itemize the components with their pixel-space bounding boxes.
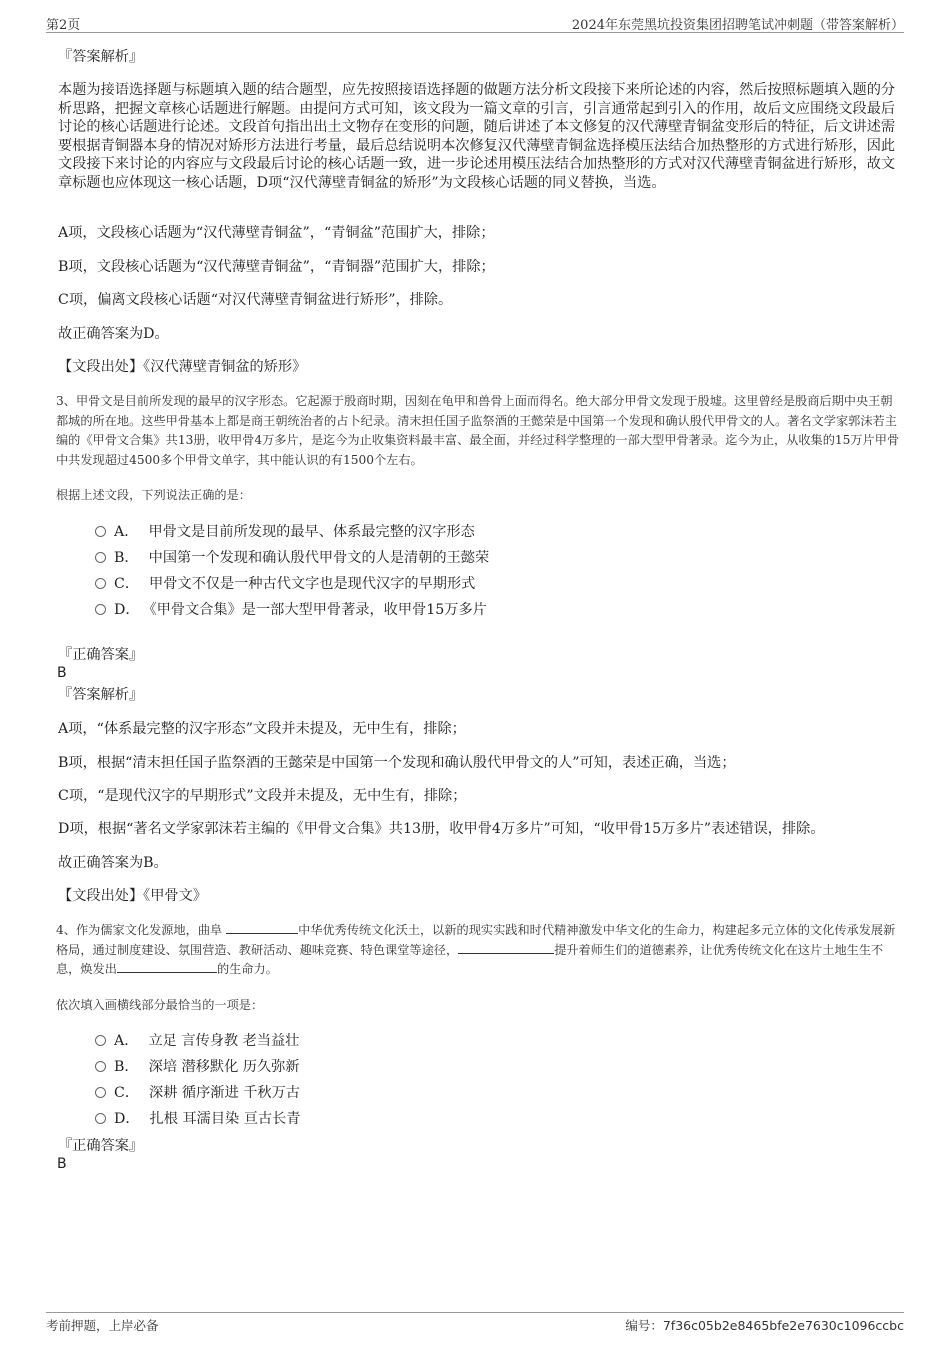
option-letter: A． — [114, 524, 139, 540]
option-text: 扎根 耳濡目染 亘古长青 — [149, 1111, 301, 1127]
q4-answer-label: 『正确答案』 — [58, 1138, 144, 1154]
option-text: 《甲骨文合集》是一部大型甲骨著录，收甲骨15万多片 — [149, 602, 487, 618]
page-footer — [46, 1312, 904, 1334]
q3-analysis-label: 『答案解析』 — [58, 687, 144, 703]
option-text: 深培 潜移默化 历久弥新 — [148, 1059, 300, 1075]
q2-analysis-a: A项，文段核心话题为“汉代薄壁青铜盆”，“青铜盆”范围扩大，排除； — [58, 225, 495, 241]
q4-option-d[interactable] — [95, 1110, 300, 1128]
radio-icon[interactable] — [95, 552, 106, 563]
q3-option-d[interactable] — [95, 601, 487, 619]
q3-option-a[interactable] — [95, 523, 475, 541]
document-code: 编号：7f36c05b2e8465bfe2e7630c1096ccbc — [625, 1318, 904, 1333]
q2-analysis-b: B项，文段核心话题为“汉代薄壁青铜盆”，“青铜器”范围扩大，排除； — [58, 259, 495, 275]
radio-icon[interactable] — [95, 578, 106, 589]
q4-option-b[interactable] — [95, 1058, 300, 1076]
option-letter: B． — [114, 550, 139, 566]
q2-analysis-c: C项，偏离文段核心话题“对汉代薄壁青铜盆进行矫形”，排除。 — [58, 292, 453, 308]
page-number: 第2页 — [46, 18, 81, 33]
q4-answer: B — [57, 1156, 67, 1172]
fill-blank-1 — [226, 921, 298, 934]
q3-analysis-c: C项，“是现代汉字的早期形式”文段并未提及，无中生有，排除； — [58, 788, 467, 804]
q3-analysis-d: D项，根据“著名文学家郭沫若主编的《甲骨文合集》共13册，收甲骨4万多片”可知，“收甲骨15万多片”表述错误，排除。 — [58, 821, 825, 837]
option-text: 中国第一个发现和确认殷代甲骨文的人是清朝的王懿荣 — [148, 550, 490, 566]
option-letter: C． — [114, 1085, 140, 1101]
q3-question: 根据上述文段，下列说法正确的是： — [56, 488, 251, 502]
q3-option-c[interactable] — [95, 575, 475, 593]
radio-icon[interactable] — [95, 1087, 106, 1098]
q3-analysis-a: A项，“体系最完整的汉字形态”文段并未提及，无中生有，排除； — [58, 721, 466, 737]
option-letter: D． — [114, 1111, 140, 1127]
q3-source: 【文段出处】《甲骨文》 — [58, 888, 207, 904]
page-header — [46, 12, 904, 33]
q3-answer: B — [57, 665, 67, 681]
radio-icon[interactable] — [95, 1113, 106, 1124]
radio-icon[interactable] — [95, 1061, 106, 1072]
document-title: 2024年东莞黑坑投资集团招聘笔试冲刺题（带答案解析） — [571, 18, 904, 33]
q2-analysis-text: 本题为接语选择题与标题填入题的结合题型，应先按照接语选择题的做题方法分析文段接下来所论述的内容，然后按照标题填入题的分析思路，把握文章核心话题进行解题。由提问方式可知，该文段为一篇文章的引言，引言通常起到引入的作用，故后文应围绕文段最后讨论的核心话题进行论述。文段首句指出出土文物存在变形的问题，随后讲述了本文修复的汉代薄壁青铜盆变形后的特征，后文讲述需要根据青铜器本身的情况对矫形方法进行考量，最后总结说明本次修复汉代薄壁青铜盆选择模压法结合加热整形的方式进行矫形，因此文段接下来讨论的内容应与文段最后讨论的核心话题一致，进一步论述用模压法结合加热整形的方式对汉代薄壁青铜盆进行矫形，故文章标题也应体现这一核心话题，D项“汉代薄壁青铜盆的矫形”为文段核心话题的同义替换，当选。 — [58, 82, 896, 191]
q3-passage: 3、甲骨文是目前所发现的最早的汉字形态。它起源于殷商时期，因刻在龟甲和兽骨上面而得名。绝大部分甲骨文发现于殷墟。这里曾经是殷商后期中央王朝都城的所在地。这些甲骨基本上都是商王朝统治者的占卜纪录。清末担任国子监祭酒的王懿荣是中国第一个发现和确认殷代甲骨文的人。著名文学家郭沫若主编的《甲骨文合集》共13册，收甲骨4万多片，是迄今为止收集资料最丰富、最全面，并经过科学整理的一部大型甲骨著录。迄今为止，从收集的15万片甲骨中共发现超过4500多个甲骨文单字，其中能认识的有1500个左右。 — [56, 394, 900, 467]
option-letter: C． — [114, 576, 140, 592]
option-letter: A． — [114, 1033, 139, 1049]
radio-icon[interactable] — [95, 604, 106, 615]
fill-blank-2 — [458, 941, 554, 954]
fill-blank-3 — [117, 960, 217, 973]
radio-icon[interactable] — [95, 526, 106, 537]
option-text: 甲骨文不仅是一种古代文字也是现代汉字的早期形式 — [149, 576, 476, 592]
q2-analysis-label: 『答案解析』 — [58, 49, 144, 65]
q3-analysis-b: B项，根据“清末担任国子监祭酒的王懿荣是中国第一个发现和确认殷代甲骨文的人”可知，表述正确，当选； — [58, 755, 736, 771]
radio-icon[interactable] — [95, 1035, 106, 1046]
option-text: 甲骨文是目前所发现的最早、体系最完整的汉字形态 — [148, 524, 475, 540]
q4-question: 依次填入画横线部分最恰当的一项是： — [56, 998, 264, 1012]
option-text: 立足 言传身教 老当益壮 — [148, 1033, 300, 1049]
q3-option-b[interactable] — [95, 549, 489, 567]
q3-conclusion: 故正确答案为B。 — [58, 855, 168, 871]
q3-answer-label: 『正确答案』 — [58, 647, 144, 663]
q4-option-a[interactable] — [95, 1032, 299, 1050]
option-letter: B． — [114, 1059, 139, 1075]
q2-conclusion: 故正确答案为D。 — [58, 326, 169, 342]
q2-source: 【文段出处】《汉代薄壁青铜盆的矫形》 — [58, 359, 307, 375]
footer-slogan: 考前押题，上岸必备 — [46, 1318, 159, 1333]
option-letter: D． — [114, 602, 140, 618]
q4-option-c[interactable] — [95, 1084, 300, 1102]
option-text: 深耕 循序渐进 千秋万古 — [149, 1085, 300, 1101]
q4-passage: 4、作为儒家文化发源地，曲阜 中华优秀传统文化沃土，以新的现实实践和时代精神激发中华文化的生命力，构建起多元立体的文化传承发展新格局，通过制度建设、氛围营造、教研活动、趣味竞赛、特色课堂等途径， 提升着师生们的道德素养，让优秀传统文化在这片土地生生不息，焕发出 的生命力。 — [56, 923, 896, 976]
